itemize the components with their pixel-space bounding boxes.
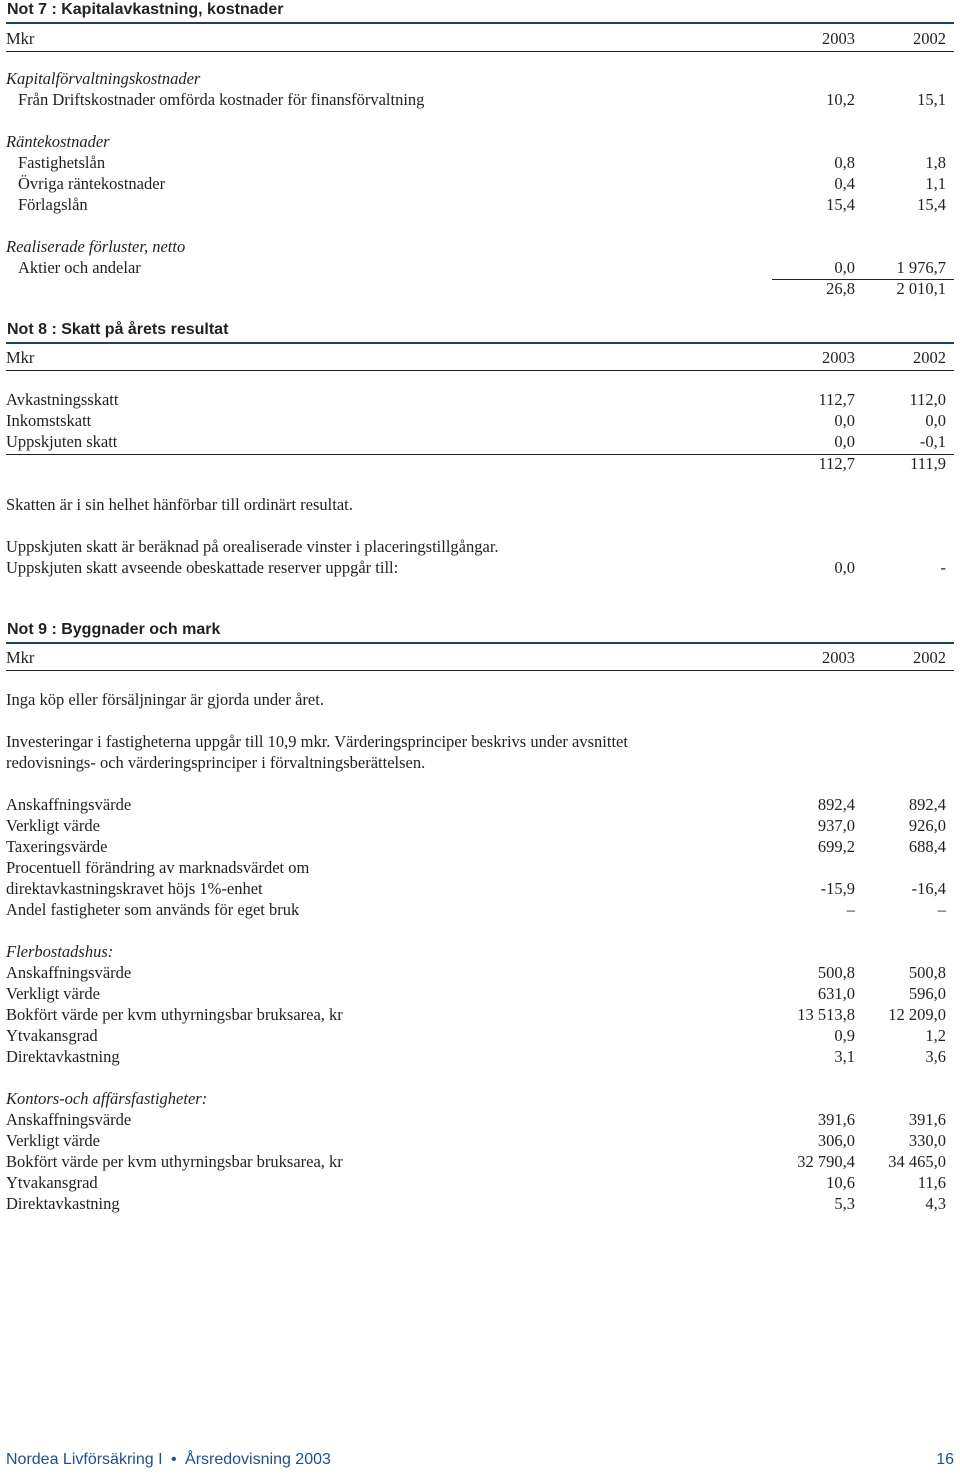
footer-bullet: •	[170, 1451, 177, 1468]
table-row: Bokfört värde per kvm uthyrningsbar bruksarea, kr 13 513,8 12 209,0	[6, 1005, 946, 1024]
note7-section-heading: Kapitalförvaltningskostnader	[6, 69, 201, 88]
note9-title-rule	[6, 642, 954, 644]
table-row: Taxeringsvärde 699,2 688,4	[6, 837, 946, 856]
note7-header-rule	[6, 51, 954, 52]
table-row: Aktier och andelar 0,0 1 976,7	[18, 258, 946, 277]
note7-section-heading: Realiserade förluster, netto	[6, 237, 186, 256]
note8-total-row: 112,7 111,9	[818, 454, 946, 473]
table-row: Ytvakansgrad 10,6 11,6	[6, 1173, 946, 1192]
note8-deferred-row: Uppskjuten skatt avseende obeskattade reserver uppgår till: 0,0 -	[6, 558, 946, 577]
note9-text: Investeringar i fastigheterna uppgår till 10,9 mkr. Värderingsprinciper beskrivs under avsnittet	[6, 732, 628, 751]
page-number: 16	[936, 1451, 954, 1468]
table-row: Inkomstskatt 0,0 0,0	[6, 411, 946, 430]
note9-group-heading: Kontors-och affärsfastigheter:	[6, 1089, 208, 1108]
table-row: Verkligt värde 306,0 330,0	[6, 1131, 946, 1150]
table-row: Ytvakansgrad 0,9 1,2	[6, 1026, 946, 1045]
footer-company: Nordea Livförsäkring I	[6, 1451, 163, 1468]
note8-title-rule	[6, 342, 954, 344]
note7-title-rule	[6, 22, 954, 24]
table-row: Uppskjuten skatt 0,0 -0,1	[6, 432, 946, 451]
note9-title: Not 9 : Byggnader och mark	[7, 621, 221, 638]
table-row: Fastighetslån 0,8 1,8	[18, 153, 946, 172]
note7-title: Not 7 : Kapitalavkastning, kostnader	[7, 1, 284, 18]
note9-text: Inga köp eller försäljningar är gjorda under året.	[6, 690, 324, 709]
note7-unit: Mkr	[6, 29, 35, 48]
note9-header-rule	[6, 670, 954, 671]
note9-header-row: Mkr 2003 2002	[6, 648, 946, 667]
table-row: Anskaffningsvärde 500,8 500,8	[6, 963, 946, 982]
footer-report: Årsredovisning 2003	[185, 1451, 331, 1468]
note7-year1: 2003	[822, 29, 855, 48]
table-row: Övriga räntekostnader 0,4 1,1	[18, 174, 946, 193]
note7-section-heading: Räntekostnader	[6, 132, 110, 151]
table-row: Anskaffningsvärde 892,4 892,4	[6, 795, 946, 814]
table-row: Direktavkastning 3,1 3,6	[6, 1047, 946, 1066]
table-row: Förlagslån 15,4 15,4	[18, 195, 946, 214]
note7-year2: 2002	[913, 29, 946, 48]
table-row: Procentuell förändring av marknadsvärdet om	[6, 858, 310, 877]
note7-total-row: 26,8 2 010,1	[826, 279, 946, 298]
table-row: Andel fastigheter som används för eget bruk – –	[6, 900, 946, 919]
table-row: Bokfört värde per kvm uthyrningsbar bruksarea, kr 32 790,4 34 465,0	[6, 1152, 946, 1171]
note8-title: Not 8 : Skatt på årets resultat	[7, 321, 229, 338]
table-row: Anskaffningsvärde 391,6 391,6	[6, 1110, 946, 1129]
note9-text: redovisnings- och värderingsprinciper i förvaltningsberättelsen.	[6, 753, 426, 772]
note8-header-row: Mkr 2003 2002	[6, 348, 946, 367]
table-row: direktavkastningskravet höjs 1%-enhet -15,9 -16,4	[6, 879, 946, 898]
footer-left	[6, 1451, 331, 1469]
note8-text: Skatten är i sin helhet hänförbar till ordinärt resultat.	[6, 495, 353, 514]
table-row: Verkligt värde 937,0 926,0	[6, 816, 946, 835]
table-row: Från Driftskostnader omförda kostnader för finansförvaltning 10,2 15,1	[18, 90, 946, 109]
note7-header-row	[6, 28, 954, 49]
table-row: Avkastningsskatt 112,7 112,0	[6, 390, 946, 409]
note8-header-rule	[6, 370, 954, 371]
table-row: Verkligt värde 631,0 596,0	[6, 984, 946, 1003]
table-row: Direktavkastning 5,3 4,3	[6, 1194, 946, 1213]
note9-group-heading: Flerbostadshus:	[6, 942, 114, 961]
note8-text: Uppskjuten skatt är beräknad på orealiserade vinster i placeringstillgångar.	[6, 537, 499, 556]
